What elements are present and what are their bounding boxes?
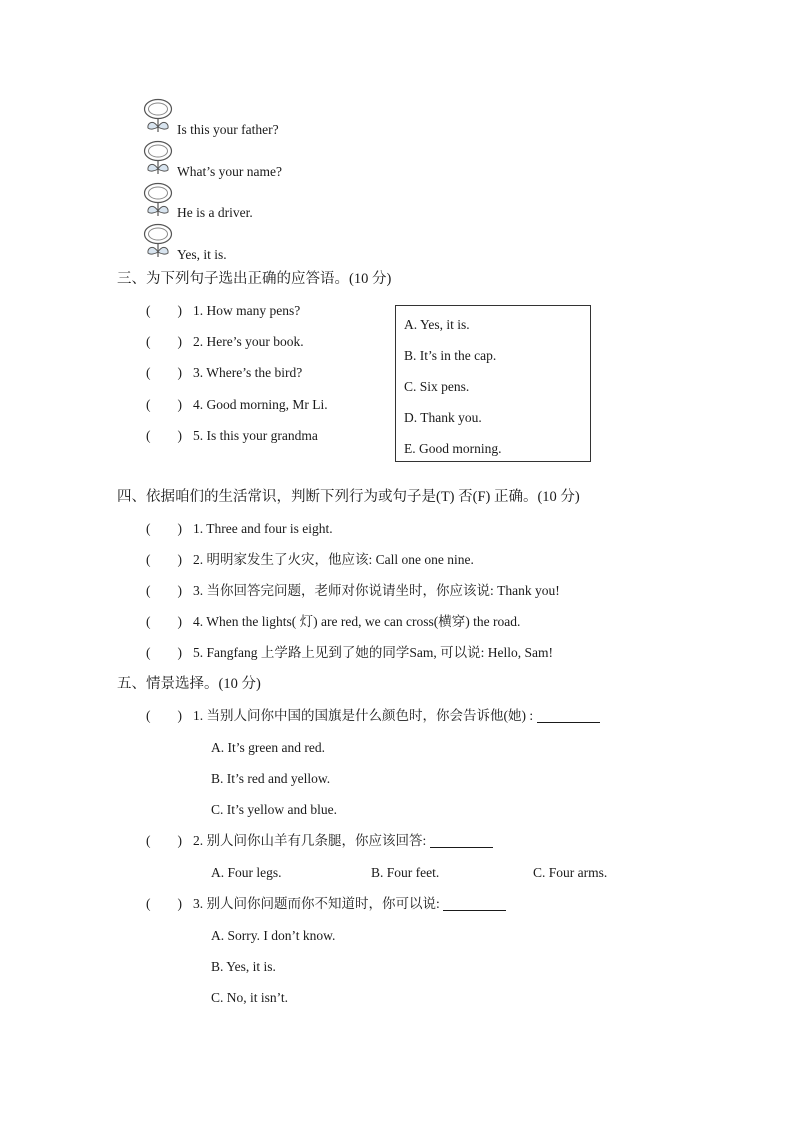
answer-paren[interactable]: ( ) xyxy=(146,365,182,380)
answer-paren[interactable]: ( ) xyxy=(146,614,182,629)
option-item: C. Six pens. xyxy=(404,379,470,394)
question-text: 3. Where’s the bird? xyxy=(193,365,303,380)
option-item: C. Four arms. xyxy=(533,865,608,880)
section3-heading: 三、为下列句子选出正确的应答语。(10 分) xyxy=(117,271,392,287)
option-item: B. Yes, it is. xyxy=(211,959,276,974)
question-text: 2. Here’s your book. xyxy=(193,334,304,349)
question-text: 5. Fangfang 上学路上见到了她的同学Sam, 可以说: Hello, Sam! xyxy=(193,645,553,660)
answer-paren[interactable]: ( ) xyxy=(146,428,182,443)
option-item: A. Yes, it is. xyxy=(404,317,470,332)
question-text: 3. 别人问你问题而你不知道时，你可以说: xyxy=(193,897,506,911)
answer-paren[interactable]: ( ) xyxy=(146,397,182,412)
answer-blank[interactable] xyxy=(537,710,600,723)
question-text: 3. 当你回答完问题，老师对你说请坐时，你应该说: Thank you! xyxy=(193,583,560,598)
option-item: A. Four legs. xyxy=(211,865,282,880)
option-item: E. Good morning. xyxy=(404,441,502,456)
flower-icon xyxy=(143,139,177,177)
answer-blank[interactable] xyxy=(430,835,493,848)
question-text: 1. How many pens? xyxy=(193,303,301,318)
question-text: 4. Good morning, Mr Li. xyxy=(193,397,328,412)
flower-icon xyxy=(143,97,177,135)
option-item: A. It’s green and red. xyxy=(211,740,325,755)
flower-item-4: Yes, it is. xyxy=(177,247,227,262)
answer-paren[interactable]: ( ) xyxy=(146,552,182,567)
answer-paren[interactable]: ( ) xyxy=(146,708,182,723)
flower-item-3: He is a driver. xyxy=(177,205,253,220)
question-text: 4. When the lights( 灯) are red, we can cross(横穿) the road. xyxy=(193,614,521,629)
option-item: B. It’s red and yellow. xyxy=(211,771,331,786)
question-text: 1. 当别人问你中国的国旗是什么颜色时，你会告诉他(她) : xyxy=(193,709,600,723)
option-item: D. Thank you. xyxy=(404,410,482,425)
flower-item-2: What’s your name? xyxy=(177,164,282,179)
option-item: C. It’s yellow and blue. xyxy=(211,802,337,817)
flower-icon xyxy=(143,222,177,260)
answer-paren[interactable]: ( ) xyxy=(146,334,182,349)
answer-blank[interactable] xyxy=(443,898,506,911)
flower-icon xyxy=(143,181,177,219)
answer-paren[interactable]: ( ) xyxy=(146,583,182,598)
option-item: B. Four feet. xyxy=(371,865,440,880)
question-text: 2. 明明家发生了火灾，他应该: Call one one nine. xyxy=(193,552,474,567)
question-text: 2. 别人问你山羊有几条腿，你应该回答: xyxy=(193,834,493,848)
answer-paren[interactable]: ( ) xyxy=(146,833,182,848)
answer-paren[interactable]: ( ) xyxy=(146,303,182,318)
option-item: B. It’s in the cap. xyxy=(404,348,497,363)
option-item: C. No, it isn’t. xyxy=(211,990,289,1005)
section5-heading: 五、情景选择。(10 分) xyxy=(117,676,261,692)
flower-item-1: Is this your father? xyxy=(177,122,279,137)
answer-options-box xyxy=(395,305,591,462)
option-item: A. Sorry. I don’t know. xyxy=(211,928,336,943)
question-text: 5. Is this your grandma xyxy=(193,428,318,443)
answer-paren[interactable]: ( ) xyxy=(146,521,182,536)
question-text: 1. Three and four is eight. xyxy=(193,521,333,536)
answer-paren[interactable]: ( ) xyxy=(146,645,182,660)
section4-heading: 四、依据咱们的生活常识，判断下列行为或句子是(T) 否(F) 正确。(10 分) xyxy=(117,489,580,505)
answer-paren[interactable]: ( ) xyxy=(146,896,182,911)
